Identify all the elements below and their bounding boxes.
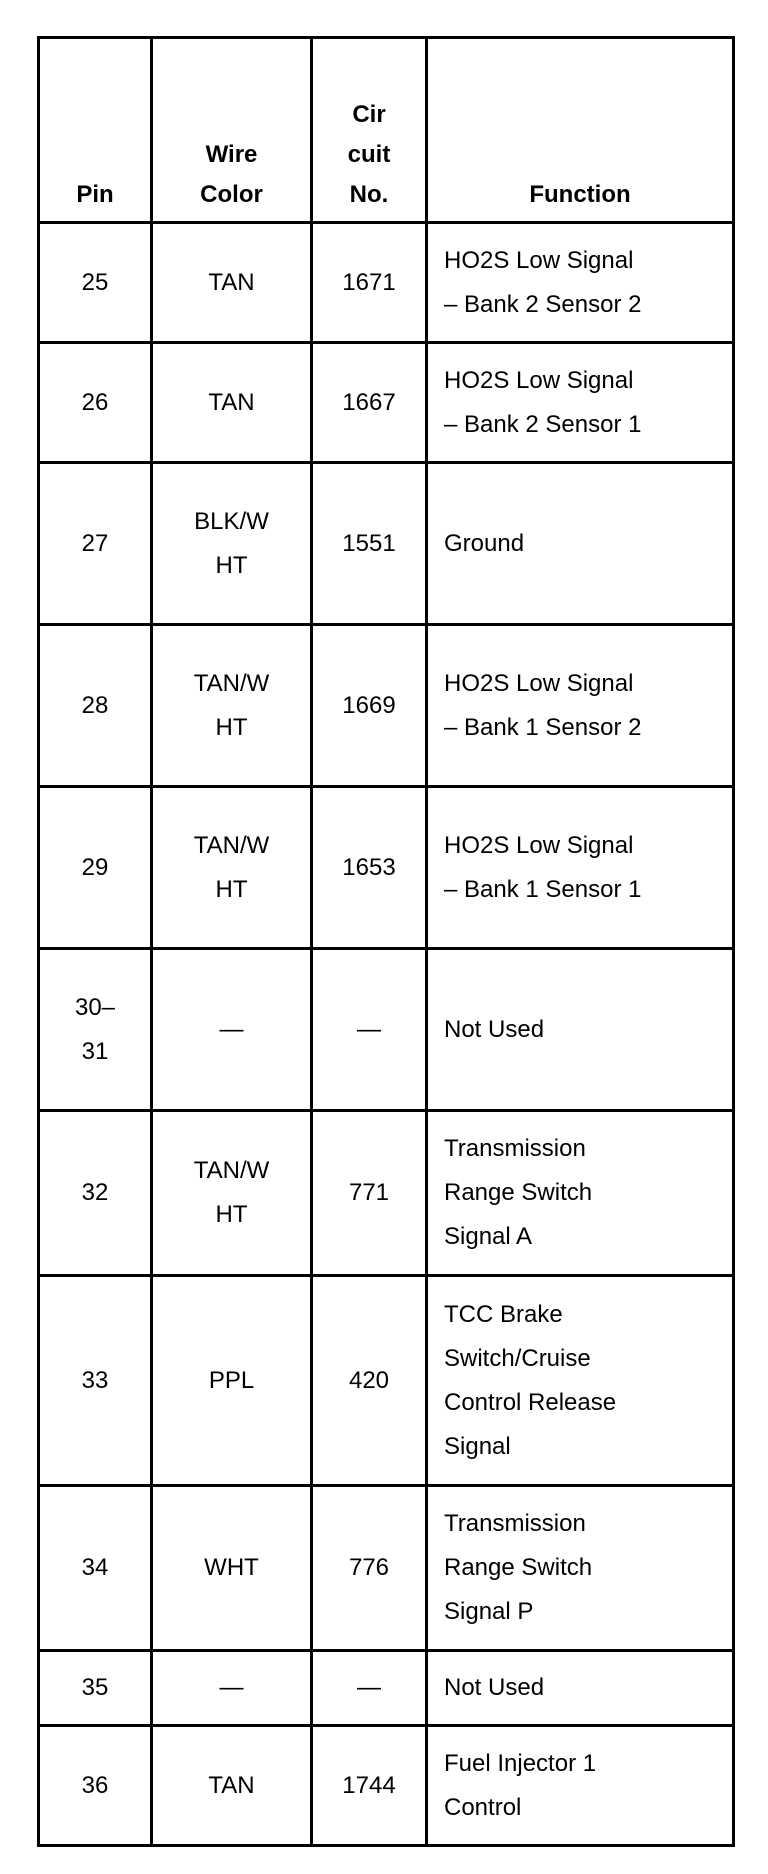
- header-pin: Pin: [39, 38, 152, 223]
- wire-color-cell: TAN/W HT: [152, 787, 312, 949]
- circuit-no-cell: —: [312, 949, 427, 1111]
- function-cell: Not Used: [427, 949, 734, 1111]
- function-cell: HO2S Low Signal – Bank 1 Sensor 2: [427, 625, 734, 787]
- table-row: [39, 1726, 734, 1846]
- circuit-no-cell: 1744: [312, 1726, 427, 1846]
- wire-color-cell: PPL: [152, 1276, 312, 1486]
- pin-cell: 28: [39, 625, 152, 787]
- pin-cell: 30– 31: [39, 949, 152, 1111]
- table-row: [39, 949, 734, 1111]
- pin-cell: 25: [39, 223, 152, 343]
- wire-color-cell: BLK/W HT: [152, 463, 312, 625]
- pin-cell: 27: [39, 463, 152, 625]
- pin-cell: 29: [39, 787, 152, 949]
- table-row: [39, 1276, 734, 1486]
- table-row: [39, 787, 734, 949]
- function-cell: HO2S Low Signal – Bank 2 Sensor 2: [427, 223, 734, 343]
- wire-color-cell: TAN/W HT: [152, 625, 312, 787]
- function-cell: Ground: [427, 463, 734, 625]
- wire-color-cell: TAN: [152, 223, 312, 343]
- circuit-no-cell: 1669: [312, 625, 427, 787]
- wire-color-cell: —: [152, 1651, 312, 1726]
- circuit-no-cell: —: [312, 1651, 427, 1726]
- circuit-no-cell: 1551: [312, 463, 427, 625]
- circuit-no-cell: 1653: [312, 787, 427, 949]
- header-circuit-no: Cir cuit No.: [312, 38, 427, 223]
- wire-color-cell: TAN: [152, 343, 312, 463]
- wire-color-cell: —: [152, 949, 312, 1111]
- wire-color-cell: WHT: [152, 1486, 312, 1651]
- function-cell: Fuel Injector 1 Control: [427, 1726, 734, 1846]
- table-row: [39, 1651, 734, 1726]
- table-row: [39, 463, 734, 625]
- pin-cell: 34: [39, 1486, 152, 1651]
- function-cell: HO2S Low Signal – Bank 1 Sensor 1: [427, 787, 734, 949]
- circuit-no-cell: 420: [312, 1276, 427, 1486]
- table-row: [39, 343, 734, 463]
- header-row: [39, 38, 734, 223]
- circuit-no-cell: 776: [312, 1486, 427, 1651]
- wire-color-cell: TAN: [152, 1726, 312, 1846]
- pin-cell: 36: [39, 1726, 152, 1846]
- function-cell: Transmission Range Switch Signal A: [427, 1111, 734, 1276]
- wire-color-cell: TAN/W HT: [152, 1111, 312, 1276]
- circuit-no-cell: 1667: [312, 343, 427, 463]
- table-row: [39, 625, 734, 787]
- circuit-no-cell: 1671: [312, 223, 427, 343]
- function-cell: TCC Brake Switch/Cruise Control Release Signal: [427, 1276, 734, 1486]
- table-row: [39, 223, 734, 343]
- header-wire-color: Wire Color: [152, 38, 312, 223]
- circuit-no-cell: 771: [312, 1111, 427, 1276]
- pin-cell: 26: [39, 343, 152, 463]
- pin-cell: 33: [39, 1276, 152, 1486]
- table-row: [39, 1486, 734, 1651]
- pin-cell: 35: [39, 1651, 152, 1726]
- function-cell: Not Used: [427, 1651, 734, 1726]
- pin-cell: 32: [39, 1111, 152, 1276]
- function-cell: Transmission Range Switch Signal P: [427, 1486, 734, 1651]
- pinout-table: [37, 36, 735, 1847]
- header-function: Function: [427, 38, 734, 223]
- table-row: [39, 1111, 734, 1276]
- function-cell: HO2S Low Signal – Bank 2 Sensor 1: [427, 343, 734, 463]
